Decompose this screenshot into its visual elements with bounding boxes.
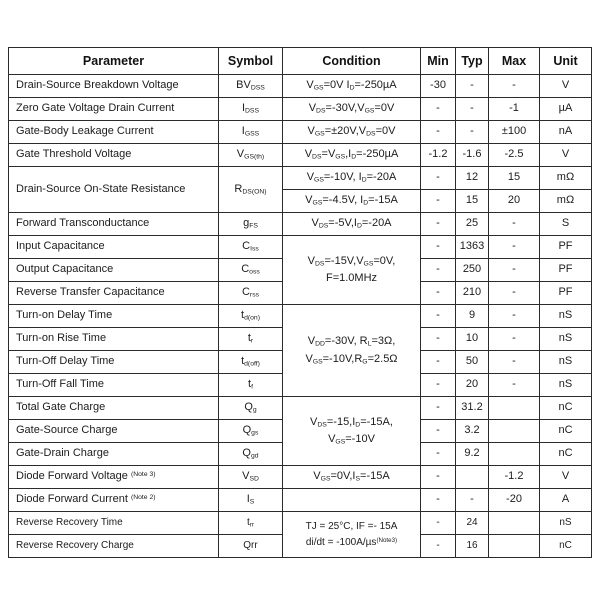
cell-symbol: $Q_g$ xyxy=(219,397,283,420)
cell-unit: mΩ xyxy=(540,167,592,190)
cell-min: - xyxy=(421,236,456,259)
cell-unit: nS xyxy=(540,328,592,351)
cell-min: - xyxy=(421,259,456,282)
cell-symbol: $C_{oss}$ xyxy=(219,259,283,282)
table-row xyxy=(9,75,592,98)
cell-parameter: Total Gate Charge xyxy=(9,397,219,420)
cell-unit: A xyxy=(540,489,592,512)
cell-min: - xyxy=(421,351,456,374)
cell-parameter: Drain-Source On-State Resistance xyxy=(9,167,219,213)
cell-parameter: Gate-Body Leakage Current xyxy=(9,121,219,144)
cell-min: - xyxy=(421,121,456,144)
cell-unit: nC xyxy=(540,443,592,466)
cell-symbol: $C_{Iss}$ xyxy=(219,236,283,259)
table-row xyxy=(9,144,592,167)
table-row xyxy=(9,167,592,190)
table-row xyxy=(9,213,592,236)
cell-typ: 9 xyxy=(456,305,489,328)
cell-symbol: $V_{GS(th)}$ xyxy=(219,144,283,167)
cell-max: ±100 xyxy=(489,121,540,144)
cell-max: - xyxy=(489,282,540,305)
cell-max xyxy=(489,420,540,443)
cell-min: - xyxy=(421,305,456,328)
table-row xyxy=(9,121,592,144)
cell-min: - xyxy=(421,512,456,535)
cell-typ: 12 xyxy=(456,167,489,190)
cell-typ: 16 xyxy=(456,535,489,558)
table-header xyxy=(9,48,592,75)
cell-max: 15 xyxy=(489,167,540,190)
cell-parameter: Gate-Source Charge xyxy=(9,420,219,443)
cell-max: -2.5 xyxy=(489,144,540,167)
cell-unit: nS xyxy=(540,374,592,397)
cell-parameter: Reverse Recovery Time xyxy=(9,512,219,535)
cell-min: - xyxy=(421,190,456,213)
column-header-max: Max xyxy=(489,48,540,75)
column-header-unit: Unit xyxy=(540,48,592,75)
table-row xyxy=(9,489,592,512)
electrical-characteristics-table xyxy=(8,47,592,558)
cell-unit: nS xyxy=(540,305,592,328)
cell-unit: V xyxy=(540,144,592,167)
cell-symbol: $t_{d(off)}$ xyxy=(219,351,283,374)
cell-parameter: Turn-on Rise Time xyxy=(9,328,219,351)
cell-unit: mΩ xyxy=(540,190,592,213)
cell-parameter: Diode Forward Current $^{(Note 2)}$ xyxy=(9,489,219,512)
column-header-symbol: Symbol xyxy=(219,48,283,75)
table-row xyxy=(9,305,592,328)
cell-parameter: Diode Forward Voltage $^{(Note 3)}$ xyxy=(9,466,219,489)
cell-symbol: $t_{d(on)}$ xyxy=(219,305,283,328)
cell-typ: 31.2 xyxy=(456,397,489,420)
cell-condition: $V_{GS}=\pm 20V,V_{DS}=0V$ xyxy=(283,121,421,144)
cell-max: - xyxy=(489,328,540,351)
cell-symbol: $Q_{gs}$ xyxy=(219,420,283,443)
cell-unit: nC xyxy=(540,397,592,420)
cell-min: - xyxy=(421,489,456,512)
cell-min: - xyxy=(421,282,456,305)
cell-min: -1.2 xyxy=(421,144,456,167)
cell-typ xyxy=(456,466,489,489)
cell-symbol: $V_{SD}$ xyxy=(219,466,283,489)
cell-condition: $V_{GS}=0V$ $I_D=-250\mu A$ xyxy=(283,75,421,98)
cell-unit: nS xyxy=(540,512,592,535)
cell-condition: $V_{DD}=-30V$, $R_L=3\Omega$, $V_{GS}=-10V,R_G=2.5\Omega$ xyxy=(283,305,421,397)
table-row xyxy=(9,466,592,489)
cell-symbol: $BV_{DSS}$ xyxy=(219,75,283,98)
cell-symbol: $t_{rr}$ xyxy=(219,512,283,535)
cell-unit: S xyxy=(540,213,592,236)
cell-max xyxy=(489,535,540,558)
cell-min: - xyxy=(421,397,456,420)
cell-unit: PF xyxy=(540,236,592,259)
cell-unit: PF xyxy=(540,259,592,282)
table-row xyxy=(9,98,592,121)
table-body xyxy=(9,75,592,558)
cell-symbol: $t_f$ xyxy=(219,374,283,397)
cell-condition: $V_{DS}=-5V,I_D=-20A$ xyxy=(283,213,421,236)
cell-max: - xyxy=(489,259,540,282)
cell-parameter: Input Capacitance xyxy=(9,236,219,259)
cell-condition: $V_{GS}=-4.5V$, $I_D=-15A$ xyxy=(283,190,421,213)
cell-parameter: Output Capacitance xyxy=(9,259,219,282)
cell-typ: 10 xyxy=(456,328,489,351)
cell-parameter: Gate-Drain Charge xyxy=(9,443,219,466)
cell-typ: 210 xyxy=(456,282,489,305)
table-row xyxy=(9,236,592,259)
cell-typ: 15 xyxy=(456,190,489,213)
cell-max: - xyxy=(489,374,540,397)
cell-parameter: Drain-Source Breakdown Voltage xyxy=(9,75,219,98)
cell-parameter: Reverse Transfer Capacitance xyxy=(9,282,219,305)
cell-typ: -1.6 xyxy=(456,144,489,167)
cell-min: - xyxy=(421,374,456,397)
cell-unit: PF xyxy=(540,282,592,305)
column-header-condition: Condition xyxy=(283,48,421,75)
cell-condition: $V_{GS}=-10V$, $I_D=-20A$ xyxy=(283,167,421,190)
cell-typ: - xyxy=(456,75,489,98)
column-header-parameter: Parameter xyxy=(9,48,219,75)
cell-symbol: $I_{GSS}$ xyxy=(219,121,283,144)
cell-typ: - xyxy=(456,121,489,144)
cell-unit: nC xyxy=(540,535,592,558)
cell-max: - xyxy=(489,305,540,328)
cell-max xyxy=(489,397,540,420)
cell-symbol: $I_S$ xyxy=(219,489,283,512)
cell-max: - xyxy=(489,213,540,236)
cell-min: - xyxy=(421,443,456,466)
cell-symbol: $Q_{gd}$ xyxy=(219,443,283,466)
cell-typ: 250 xyxy=(456,259,489,282)
cell-unit: nA xyxy=(540,121,592,144)
cell-min: - xyxy=(421,213,456,236)
cell-typ: 3.2 xyxy=(456,420,489,443)
cell-min: - xyxy=(421,535,456,558)
cell-typ: 1363 xyxy=(456,236,489,259)
cell-symbol: Qrr xyxy=(219,535,283,558)
cell-min: - xyxy=(421,420,456,443)
cell-typ: 50 xyxy=(456,351,489,374)
cell-typ: - xyxy=(456,98,489,121)
cell-condition: $V_{DS}=-15,I_D=-15A$, $V_{GS}=-10V$ xyxy=(283,397,421,466)
cell-condition xyxy=(283,489,421,512)
cell-unit: nS xyxy=(540,351,592,374)
cell-unit: V xyxy=(540,466,592,489)
cell-typ: 20 xyxy=(456,374,489,397)
cell-max: -1 xyxy=(489,98,540,121)
cell-min: - xyxy=(421,466,456,489)
cell-parameter: Turn-Off Delay Time xyxy=(9,351,219,374)
cell-symbol: $R_{DS(ON)}$ xyxy=(219,167,283,213)
cell-condition: $V_{DS}=-30V,V_{GS}=0V$ xyxy=(283,98,421,121)
table-row xyxy=(9,397,592,420)
column-header-min: Min xyxy=(421,48,456,75)
cell-max: - xyxy=(489,351,540,374)
column-header-typ: Typ xyxy=(456,48,489,75)
cell-max xyxy=(489,443,540,466)
cell-typ: 24 xyxy=(456,512,489,535)
cell-parameter: Zero Gate Voltage Drain Current xyxy=(9,98,219,121)
cell-max: - xyxy=(489,236,540,259)
cell-parameter: Turn-on Delay Time xyxy=(9,305,219,328)
cell-symbol: $g_{FS}$ xyxy=(219,213,283,236)
cell-typ: 9.2 xyxy=(456,443,489,466)
cell-condition: $V_{GS}=0V,I_S=-15A$ xyxy=(283,466,421,489)
cell-symbol: $t_r$ xyxy=(219,328,283,351)
cell-max: - xyxy=(489,75,540,98)
cell-max: 20 xyxy=(489,190,540,213)
cell-condition: TJ = 25°C, IF =- 15A di/dt = -100A/µs$^{(Note3)}$ xyxy=(283,512,421,558)
cell-unit: µA xyxy=(540,98,592,121)
cell-min: - xyxy=(421,167,456,190)
cell-symbol: $I_{DSS}$ xyxy=(219,98,283,121)
cell-min: - xyxy=(421,328,456,351)
cell-max xyxy=(489,512,540,535)
cell-unit: nC xyxy=(540,420,592,443)
cell-symbol: $C_{rss}$ xyxy=(219,282,283,305)
cell-typ: 25 xyxy=(456,213,489,236)
header-row xyxy=(9,48,592,75)
cell-condition: $V_{DS}=-15V,V_{GS}=0V$, F=1.0MHz xyxy=(283,236,421,305)
cell-max: -1.2 xyxy=(489,466,540,489)
cell-parameter: Gate Threshold Voltage xyxy=(9,144,219,167)
cell-min: -30 xyxy=(421,75,456,98)
cell-parameter: Forward Transconductance xyxy=(9,213,219,236)
table-row xyxy=(9,512,592,535)
cell-parameter: Reverse Recovery Charge xyxy=(9,535,219,558)
cell-condition: $V_{DS}=V_{GS},I_D=-250\mu A$ xyxy=(283,144,421,167)
cell-min: - xyxy=(421,98,456,121)
cell-parameter: Turn-Off Fall Time xyxy=(9,374,219,397)
cell-max: -20 xyxy=(489,489,540,512)
cell-unit: V xyxy=(540,75,592,98)
cell-typ: - xyxy=(456,489,489,512)
